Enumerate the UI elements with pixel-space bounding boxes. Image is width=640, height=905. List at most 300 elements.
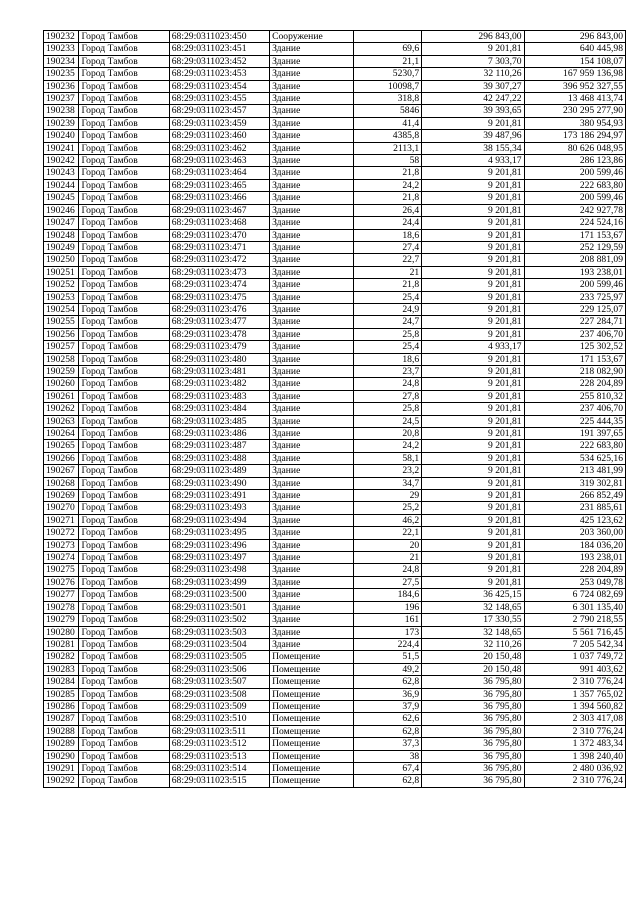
city-cell: Город Тамбов: [79, 303, 169, 315]
city-cell: Город Тамбов: [79, 55, 169, 67]
table-row: [44, 589, 626, 601]
city-cell: Город Тамбов: [79, 428, 169, 440]
record-id-cell: 190292: [44, 775, 79, 787]
city-cell: Город Тамбов: [79, 217, 169, 229]
unit-price-cell: 9 201,81: [422, 167, 524, 179]
unit-price-cell: 9 201,81: [422, 378, 524, 390]
area-cell: 27,8: [354, 390, 422, 402]
area-cell: 224,4: [354, 638, 422, 650]
object-type-cell: Здание: [270, 43, 354, 55]
object-type-cell: Помещение: [270, 762, 354, 774]
city-cell: Город Тамбов: [79, 490, 169, 502]
unit-price-cell: 36 795,80: [422, 750, 524, 762]
cadastral-value-cell: 222 683,80: [524, 440, 625, 452]
area-cell: 36,9: [354, 688, 422, 700]
table-row: [44, 80, 626, 92]
table-row: [44, 440, 626, 452]
unit-price-cell: 36 795,80: [422, 676, 524, 688]
cadastral-number-cell: 68:29:0311023:471: [169, 241, 269, 253]
cadastral-number-cell: 68:29:0311023:480: [169, 353, 269, 365]
cadastral-number-cell: 68:29:0311023:483: [169, 390, 269, 402]
area-cell: 23,7: [354, 365, 422, 377]
table-row: [44, 316, 626, 328]
city-cell: Город Тамбов: [79, 241, 169, 253]
record-id-cell: 190290: [44, 750, 79, 762]
cadastral-value-cell: 1 394 560,82: [524, 700, 625, 712]
unit-price-cell: 9 201,81: [422, 514, 524, 526]
unit-price-cell: 9 201,81: [422, 192, 524, 204]
cadastral-number-cell: 68:29:0311023:510: [169, 713, 269, 725]
cadastral-number-cell: 68:29:0311023:468: [169, 217, 269, 229]
cadastral-value-cell: 208 881,09: [524, 254, 625, 266]
object-type-cell: Здание: [270, 105, 354, 117]
record-id-cell: 190254: [44, 303, 79, 315]
record-id-cell: 190238: [44, 105, 79, 117]
city-cell: Город Тамбов: [79, 403, 169, 415]
table-row: [44, 415, 626, 427]
object-type-cell: Здание: [270, 589, 354, 601]
table-row: [44, 552, 626, 564]
unit-price-cell: 9 201,81: [422, 403, 524, 415]
unit-price-cell: 36 795,80: [422, 713, 524, 725]
cadastral-value-cell: 222 683,80: [524, 179, 625, 191]
object-type-cell: Помещение: [270, 738, 354, 750]
cadastral-number-cell: 68:29:0311023:490: [169, 477, 269, 489]
record-id-cell: 190261: [44, 390, 79, 402]
area-cell: 24,8: [354, 564, 422, 576]
cadastral-value-cell: 266 852,49: [524, 490, 625, 502]
record-id-cell: 190256: [44, 328, 79, 340]
city-cell: Город Тамбов: [79, 155, 169, 167]
unit-price-cell: 9 201,81: [422, 266, 524, 278]
unit-price-cell: 9 201,81: [422, 204, 524, 216]
cadastral-value-cell: 173 186 294,97: [524, 130, 625, 142]
cadastral-number-cell: 68:29:0311023:511: [169, 725, 269, 737]
table-row: [44, 638, 626, 650]
city-cell: Город Тамбов: [79, 663, 169, 675]
record-id-cell: 190264: [44, 428, 79, 440]
table-row: [44, 204, 626, 216]
document-sheet: [43, 30, 626, 788]
unit-price-cell: 9 201,81: [422, 291, 524, 303]
cadastral-value-cell: 200 599,46: [524, 279, 625, 291]
unit-price-cell: 9 201,81: [422, 452, 524, 464]
unit-price-cell: 9 201,81: [422, 254, 524, 266]
record-id-cell: 190277: [44, 589, 79, 601]
record-id-cell: 190240: [44, 130, 79, 142]
unit-price-cell: 36 795,80: [422, 688, 524, 700]
record-id-cell: 190281: [44, 638, 79, 650]
object-type-cell: Здание: [270, 142, 354, 154]
area-cell: 25,4: [354, 291, 422, 303]
unit-price-cell: 39 393,65: [422, 105, 524, 117]
city-cell: Город Тамбов: [79, 527, 169, 539]
area-cell: 18,6: [354, 229, 422, 241]
cadastral-number-cell: 68:29:0311023:451: [169, 43, 269, 55]
cadastral-value-cell: 13 468 413,74: [524, 93, 625, 105]
cadastral-value-cell: 225 444,35: [524, 415, 625, 427]
object-type-cell: Здание: [270, 204, 354, 216]
unit-price-cell: 38 155,34: [422, 142, 524, 154]
object-type-cell: Здание: [270, 279, 354, 291]
cadastral-value-cell: 6 724 082,69: [524, 589, 625, 601]
object-type-cell: Помещение: [270, 725, 354, 737]
unit-price-cell: 9 201,81: [422, 502, 524, 514]
table-row: [44, 43, 626, 55]
unit-price-cell: 9 201,81: [422, 465, 524, 477]
object-type-cell: Здание: [270, 452, 354, 464]
cadastral-value-cell: 154 108,07: [524, 55, 625, 67]
table-row: [44, 291, 626, 303]
cadastral-value-cell: 296 843,00: [524, 31, 625, 43]
table-row: [44, 564, 626, 576]
record-id-cell: 190255: [44, 316, 79, 328]
cadastral-value-cell: 253 049,78: [524, 576, 625, 588]
table-row: [44, 155, 626, 167]
unit-price-cell: 9 201,81: [422, 179, 524, 191]
cadastral-number-cell: 68:29:0311023:477: [169, 316, 269, 328]
unit-price-cell: 9 201,81: [422, 353, 524, 365]
table-row: [44, 117, 626, 129]
cadastral-value-cell: 80 626 048,95: [524, 142, 625, 154]
city-cell: Город Тамбов: [79, 502, 169, 514]
cadastral-value-cell: 5 561 716,45: [524, 626, 625, 638]
unit-price-cell: 9 201,81: [422, 576, 524, 588]
city-cell: Город Тамбов: [79, 452, 169, 464]
cadastral-number-cell: 68:29:0311023:476: [169, 303, 269, 315]
table-body: [44, 31, 626, 788]
table-row: [44, 663, 626, 675]
object-type-cell: Здание: [270, 341, 354, 353]
city-cell: Город Тамбов: [79, 576, 169, 588]
unit-price-cell: 9 201,81: [422, 279, 524, 291]
table-row: [44, 514, 626, 526]
object-type-cell: Здание: [270, 378, 354, 390]
cadastral-value-cell: 991 403,62: [524, 663, 625, 675]
area-cell: 18,6: [354, 353, 422, 365]
record-id-cell: 190291: [44, 762, 79, 774]
area-cell: 24,4: [354, 217, 422, 229]
city-cell: Город Тамбов: [79, 316, 169, 328]
record-id-cell: 190268: [44, 477, 79, 489]
unit-price-cell: 9 201,81: [422, 316, 524, 328]
cadastral-value-cell: 228 204,89: [524, 378, 625, 390]
unit-price-cell: 36 795,80: [422, 775, 524, 787]
cadastral-number-cell: 68:29:0311023:495: [169, 527, 269, 539]
record-id-cell: 190280: [44, 626, 79, 638]
table-row: [44, 279, 626, 291]
table-row: [44, 390, 626, 402]
object-type-cell: Здание: [270, 353, 354, 365]
cadastral-value-cell: 237 406,70: [524, 403, 625, 415]
unit-price-cell: 9 201,81: [422, 117, 524, 129]
object-type-cell: Здание: [270, 192, 354, 204]
table-row: [44, 614, 626, 626]
cadastral-value-cell: 184 036,20: [524, 539, 625, 551]
cadastral-value-cell: 640 445,98: [524, 43, 625, 55]
area-cell: 5230,7: [354, 68, 422, 80]
area-cell: 20: [354, 539, 422, 551]
cadastral-number-cell: 68:29:0311023:497: [169, 552, 269, 564]
city-cell: Город Тамбов: [79, 638, 169, 650]
cadastral-value-cell: 229 125,07: [524, 303, 625, 315]
cadastral-number-cell: 68:29:0311023:486: [169, 428, 269, 440]
city-cell: Город Тамбов: [79, 775, 169, 787]
table-row: [44, 626, 626, 638]
object-type-cell: Здание: [270, 55, 354, 67]
record-id-cell: 190260: [44, 378, 79, 390]
city-cell: Город Тамбов: [79, 552, 169, 564]
record-id-cell: 190253: [44, 291, 79, 303]
area-cell: 37,9: [354, 700, 422, 712]
area-cell: 21,8: [354, 192, 422, 204]
record-id-cell: 190263: [44, 415, 79, 427]
city-cell: Город Тамбов: [79, 539, 169, 551]
unit-price-cell: 9 201,81: [422, 428, 524, 440]
object-type-cell: Здание: [270, 626, 354, 638]
area-cell: 26,4: [354, 204, 422, 216]
city-cell: Город Тамбов: [79, 688, 169, 700]
unit-price-cell: 9 201,81: [422, 229, 524, 241]
city-cell: Город Тамбов: [79, 229, 169, 241]
object-type-cell: Здание: [270, 552, 354, 564]
area-cell: 196: [354, 601, 422, 613]
object-type-cell: Здание: [270, 68, 354, 80]
cadastral-value-cell: 2 303 417,08: [524, 713, 625, 725]
table-row: [44, 713, 626, 725]
object-type-cell: Помещение: [270, 713, 354, 725]
record-id-cell: 190247: [44, 217, 79, 229]
cadastral-number-cell: 68:29:0311023:502: [169, 614, 269, 626]
unit-price-cell: 9 201,81: [422, 217, 524, 229]
area-cell: 27,4: [354, 241, 422, 253]
city-cell: Город Тамбов: [79, 117, 169, 129]
cadastral-value-cell: 224 524,16: [524, 217, 625, 229]
record-id-cell: 190259: [44, 365, 79, 377]
cadastral-value-cell: 255 810,32: [524, 390, 625, 402]
area-cell: 25,2: [354, 502, 422, 514]
object-type-cell: Здание: [270, 155, 354, 167]
cadastral-value-cell: 1 357 765,02: [524, 688, 625, 700]
object-type-cell: Здание: [270, 564, 354, 576]
table-row: [44, 688, 626, 700]
area-cell: 318,8: [354, 93, 422, 105]
area-cell: 21,8: [354, 279, 422, 291]
city-cell: Город Тамбов: [79, 614, 169, 626]
cadastral-value-cell: 218 082,90: [524, 365, 625, 377]
table-row: [44, 229, 626, 241]
cadastral-number-cell: 68:29:0311023:485: [169, 415, 269, 427]
cadastral-value-cell: 193 238,01: [524, 266, 625, 278]
city-cell: Город Тамбов: [79, 390, 169, 402]
table-row: [44, 167, 626, 179]
cadastral-number-cell: 68:29:0311023:454: [169, 80, 269, 92]
object-type-cell: Здание: [270, 266, 354, 278]
object-type-cell: Здание: [270, 365, 354, 377]
area-cell: 4385,8: [354, 130, 422, 142]
city-cell: Город Тамбов: [79, 279, 169, 291]
city-cell: Город Тамбов: [79, 477, 169, 489]
table-row: [44, 254, 626, 266]
table-row: [44, 93, 626, 105]
record-id-cell: 190288: [44, 725, 79, 737]
cadastral-number-cell: 68:29:0311023:491: [169, 490, 269, 502]
object-type-cell: Здание: [270, 440, 354, 452]
object-type-cell: Здание: [270, 390, 354, 402]
object-type-cell: Здание: [270, 576, 354, 588]
cadastral-value-cell: 2 310 776,24: [524, 676, 625, 688]
table-row: [44, 651, 626, 663]
area-cell: 25,4: [354, 341, 422, 353]
object-type-cell: Здание: [270, 117, 354, 129]
record-id-cell: 190249: [44, 241, 79, 253]
cadastral-value-cell: 203 360,00: [524, 527, 625, 539]
city-cell: Город Тамбов: [79, 142, 169, 154]
object-type-cell: Помещение: [270, 688, 354, 700]
table-row: [44, 192, 626, 204]
table-row: [44, 477, 626, 489]
cadastral-number-cell: 68:29:0311023:507: [169, 676, 269, 688]
area-cell: 62,8: [354, 775, 422, 787]
table-row: [44, 179, 626, 191]
city-cell: Город Тамбов: [79, 204, 169, 216]
area-cell: 173: [354, 626, 422, 638]
unit-price-cell: 36 425,15: [422, 589, 524, 601]
cadastral-number-cell: 68:29:0311023:481: [169, 365, 269, 377]
area-cell: 62,6: [354, 713, 422, 725]
cadastral-number-cell: 68:29:0311023:512: [169, 738, 269, 750]
record-id-cell: 190244: [44, 179, 79, 191]
cadastral-number-cell: 68:29:0311023:463: [169, 155, 269, 167]
object-type-cell: Здание: [270, 303, 354, 315]
table-row: [44, 130, 626, 142]
area-cell: 21: [354, 552, 422, 564]
city-cell: Город Тамбов: [79, 328, 169, 340]
table-row: [44, 353, 626, 365]
unit-price-cell: 9 201,81: [422, 365, 524, 377]
city-cell: Город Тамбов: [79, 179, 169, 191]
cadastral-number-cell: 68:29:0311023:506: [169, 663, 269, 675]
table-row: [44, 142, 626, 154]
unit-price-cell: 9 201,81: [422, 490, 524, 502]
record-id-cell: 190283: [44, 663, 79, 675]
unit-price-cell: 4 933,17: [422, 155, 524, 167]
unit-price-cell: 32 148,65: [422, 601, 524, 613]
cadastral-value-cell: 252 129,59: [524, 241, 625, 253]
object-type-cell: Здание: [270, 229, 354, 241]
cadastral-value-cell: 193 238,01: [524, 552, 625, 564]
city-cell: Город Тамбов: [79, 378, 169, 390]
record-id-cell: 190262: [44, 403, 79, 415]
cadastral-value-cell: 396 952 327,55: [524, 80, 625, 92]
area-cell: 37,3: [354, 738, 422, 750]
city-cell: Город Тамбов: [79, 725, 169, 737]
unit-price-cell: 36 795,80: [422, 738, 524, 750]
city-cell: Город Тамбов: [79, 192, 169, 204]
city-cell: Город Тамбов: [79, 750, 169, 762]
table-row: [44, 725, 626, 737]
record-id-cell: 190269: [44, 490, 79, 502]
city-cell: Город Тамбов: [79, 353, 169, 365]
cadastral-value-cell: 171 153,67: [524, 229, 625, 241]
unit-price-cell: 9 201,81: [422, 527, 524, 539]
city-cell: Город Тамбов: [79, 626, 169, 638]
area-cell: 2113,1: [354, 142, 422, 154]
record-id-cell: 190251: [44, 266, 79, 278]
cadastral-number-cell: 68:29:0311023:460: [169, 130, 269, 142]
area-cell: 20,8: [354, 428, 422, 440]
unit-price-cell: 32 110,26: [422, 68, 524, 80]
table-row: [44, 452, 626, 464]
record-id-cell: 190245: [44, 192, 79, 204]
cadastral-value-cell: 2 790 218,55: [524, 614, 625, 626]
unit-price-cell: 36 795,80: [422, 700, 524, 712]
city-cell: Город Тамбов: [79, 564, 169, 576]
city-cell: Город Тамбов: [79, 365, 169, 377]
area-cell: 49,2: [354, 663, 422, 675]
table-row: [44, 576, 626, 588]
area-cell: 62,8: [354, 725, 422, 737]
object-type-cell: Здание: [270, 316, 354, 328]
cadastral-value-cell: 425 123,62: [524, 514, 625, 526]
table-row: [44, 738, 626, 750]
area-cell: 184,6: [354, 589, 422, 601]
unit-price-cell: 39 487,96: [422, 130, 524, 142]
table-row: [44, 217, 626, 229]
area-cell: 58: [354, 155, 422, 167]
object-type-cell: Помещение: [270, 750, 354, 762]
object-type-cell: Здание: [270, 254, 354, 266]
city-cell: Город Тамбов: [79, 440, 169, 452]
object-type-cell: Здание: [270, 490, 354, 502]
record-id-cell: 190285: [44, 688, 79, 700]
city-cell: Город Тамбов: [79, 31, 169, 43]
area-cell: 24,5: [354, 415, 422, 427]
cadastral-value-cell: 200 599,46: [524, 167, 625, 179]
cadastral-number-cell: 68:29:0311023:482: [169, 378, 269, 390]
record-id-cell: 190279: [44, 614, 79, 626]
city-cell: Город Тамбов: [79, 762, 169, 774]
area-cell: 58,1: [354, 452, 422, 464]
table-row: [44, 775, 626, 787]
record-id-cell: 190235: [44, 68, 79, 80]
area-cell: 38: [354, 750, 422, 762]
record-id-cell: 190267: [44, 465, 79, 477]
cadastral-number-cell: 68:29:0311023:508: [169, 688, 269, 700]
cadastral-number-cell: 68:29:0311023:462: [169, 142, 269, 154]
record-id-cell: 190284: [44, 676, 79, 688]
table-row: [44, 539, 626, 551]
city-cell: Город Тамбов: [79, 676, 169, 688]
table-row: [44, 105, 626, 117]
unit-price-cell: 9 201,81: [422, 390, 524, 402]
area-cell: 24,9: [354, 303, 422, 315]
unit-price-cell: 4 933,17: [422, 341, 524, 353]
cadastral-value-cell: 125 302,52: [524, 341, 625, 353]
record-id-cell: 190257: [44, 341, 79, 353]
cadastral-value-cell: 171 153,67: [524, 353, 625, 365]
area-cell: 41,4: [354, 117, 422, 129]
area-cell: 27,5: [354, 576, 422, 588]
unit-price-cell: 9 201,81: [422, 564, 524, 576]
area-cell: 25,8: [354, 328, 422, 340]
area-cell: 161: [354, 614, 422, 626]
cadastral-value-cell: 230 295 277,90: [524, 105, 625, 117]
property-table: [43, 30, 626, 788]
unit-price-cell: 42 247,22: [422, 93, 524, 105]
record-id-cell: 190234: [44, 55, 79, 67]
cadastral-number-cell: 68:29:0311023:450: [169, 31, 269, 43]
